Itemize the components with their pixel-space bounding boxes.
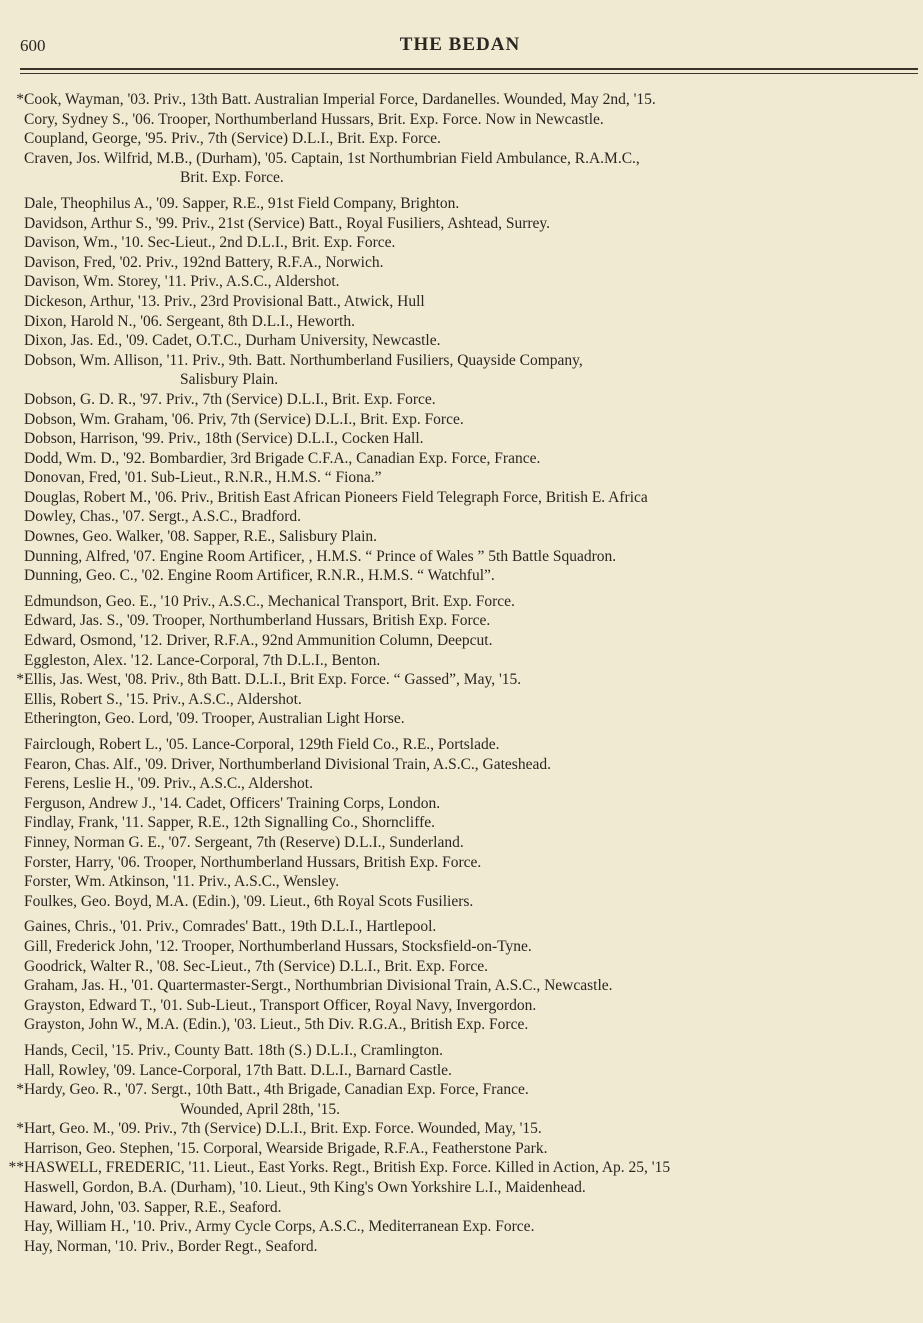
list-entry <box>20 488 923 508</box>
entry-text: Craven, Jos. Wilfrid, M.B., (Durham), '05. Captain, 1st Northumbrian Field Ambulance, R.A.M.C., <box>24 149 640 167</box>
list-entry <box>20 253 923 273</box>
list-entry <box>20 917 923 937</box>
page-number: 600 <box>20 36 46 55</box>
roll-of-service-list <box>8 90 923 1256</box>
entry-text: Davidson, Arthur S., '99. Priv., 21st (Service) Batt., Royal Fusiliers, Ashtead, Surrey. <box>24 214 551 232</box>
entry-text: Ferguson, Andrew J., '14. Cadet, Officers' Training Corps, London. <box>24 794 441 812</box>
entry-text: HASWELL, FREDERIC, '11. Lieut., East Yorks. Regt., British Exp. Force. Killed in Action, Ap. 25, '15 <box>24 1159 671 1177</box>
entry-text: Ferens, Leslie H., '09. Priv., A.S.C., Aldershot. <box>24 775 313 793</box>
list-entry <box>20 312 923 332</box>
list-entry <box>20 149 923 188</box>
casualty-marker: * <box>16 671 24 689</box>
list-entry <box>20 1217 923 1237</box>
entry-text: Gill, Frederick John, '12. Trooper, Northumberland Hussars, Stocksfield-on-Tyne. <box>24 937 532 955</box>
list-entry <box>20 110 923 130</box>
list-entry <box>20 331 923 351</box>
list-entry <box>20 709 923 729</box>
entry-text: Foulkes, Geo. Boyd, M.A. (Edin.), '09. Lieut., 6th Royal Scots Fusiliers. <box>24 892 474 910</box>
entry-continuation: Brit. Exp. Force. <box>180 169 284 187</box>
casualty-marker: ** <box>8 1159 24 1177</box>
list-entry <box>16 1080 923 1119</box>
entry-text: Dickeson, Arthur, '13. Priv., 23rd Provisional Batt., Atwick, Hull <box>24 292 425 310</box>
entry-continuation: Wounded, April 28th, '15. <box>180 1100 340 1118</box>
entry-continuation: Salisbury Plain. <box>180 371 279 389</box>
entry-text: Forster, Harry, '06. Trooper, Northumberland Hussars, British Exp. Force. <box>24 853 482 871</box>
list-entry <box>20 1198 923 1218</box>
entry-text: Coupland, George, '95. Priv., 7th (Service) D.L.I., Brit. Exp. Force. <box>24 130 441 148</box>
entry-text: Goodrick, Walter R., '08. Sec-Lieut., 7th (Service) D.L.I., Brit. Exp. Force. <box>24 957 488 975</box>
entry-text: Ellis, Robert S., '15. Priv., A.S.C., Aldershot. <box>24 690 302 708</box>
entry-text: Cook, Wayman, '03. Priv., 13th Batt. Australian Imperial Force, Dardanelles. Wounded, May 2nd, '15. <box>24 91 656 108</box>
list-entry <box>16 90 923 110</box>
entry-text: Edward, Jas. S., '09. Trooper, Northumberland Hussars, British Exp. Force. <box>24 612 491 630</box>
list-entry <box>20 813 923 833</box>
list-entry <box>20 449 923 469</box>
entry-text: Hay, Norman, '10. Priv., Border Regt., Seaford. <box>24 1237 318 1255</box>
casualty-marker: * <box>16 91 24 108</box>
entry-text: Grayston, Edward T., '01. Sub-Lieut., Transport Officer, Royal Navy, Invergordon. <box>24 996 537 1014</box>
list-entry <box>20 1041 923 1061</box>
entry-text: Davison, Wm. Storey, '11. Priv., A.S.C., Aldershot. <box>24 273 340 291</box>
entry-text: Eggleston, Alex. '12. Lance-Corporal, 7th D.L.I., Benton. <box>24 651 381 669</box>
list-entry <box>20 527 923 547</box>
header-rule-thin <box>20 73 918 74</box>
list-entry <box>20 774 923 794</box>
list-entry <box>20 892 923 912</box>
entry-text: Donovan, Fred, '01. Sub-Lieut., R.N.R., H.M.S. “ Fiona.” <box>24 469 382 487</box>
list-entry <box>20 429 923 449</box>
entry-text: Dunning, Geo. C., '02. Engine Room Artificer, R.N.R., H.M.S. “ Watchful”. <box>24 567 495 585</box>
list-entry <box>20 690 923 710</box>
entry-text: Dobson, Wm. Graham, '06. Priv, 7th (Service) D.L.I., Brit. Exp. Force. <box>24 410 464 428</box>
list-entry <box>20 194 923 214</box>
entry-text: Davison, Wm., '10. Sec-Lieut., 2nd D.L.I., Brit. Exp. Force. <box>24 234 396 252</box>
entry-text: Gaines, Chris., '01. Priv., Comrades' Batt., 19th D.L.I., Hartlepool. <box>24 918 437 936</box>
list-entry <box>20 1178 923 1198</box>
entry-text: Fairclough, Robert L., '05. Lance-Corporal, 129th Field Co., R.E., Portslade. <box>24 736 500 753</box>
entry-text: Dodd, Wm. D., '92. Bombardier, 3rd Brigade C.F.A., Canadian Exp. Force, France. <box>24 449 541 467</box>
entry-text: Douglas, Robert M., '06. Priv., British East African Pioneers Field Telegraph Force, British E. Africa <box>24 488 648 506</box>
casualty-marker: * <box>16 1081 24 1099</box>
list-entry <box>20 1237 923 1257</box>
list-entry <box>20 1139 923 1159</box>
list-entry <box>20 129 923 149</box>
page-header <box>20 30 900 60</box>
list-entry <box>20 468 923 488</box>
list-entry <box>20 794 923 814</box>
list-entry <box>20 976 923 996</box>
list-entry <box>16 1119 923 1139</box>
running-title: THE BEDAN <box>399 34 521 55</box>
entry-text: Haswell, Gordon, B.A. (Durham), '10. Lieut., 9th King's Own Yorkshire L.I., Maidenhead. <box>24 1179 586 1197</box>
entry-text: Hay, William H., '10. Priv., Army Cycle Corps, A.S.C., Mediterranean Exp. Force. <box>24 1218 535 1236</box>
entry-text: Dale, Theophilus A., '09. Sapper, R.E., 91st Field Company, Brighton. <box>24 194 460 212</box>
list-entry <box>20 651 923 671</box>
entry-text: Dobson, G. D. R., '97. Priv., 7th (Service) D.L.I., Brit. Exp. Force. <box>24 390 436 408</box>
list-entry <box>20 592 923 612</box>
list-entry <box>20 611 923 631</box>
entry-text: Ellis, Jas. West, '08. Priv., 8th Batt. D.L.I., Brit Exp. Force. “ Gassed”, May, '15. <box>24 671 522 689</box>
entry-text: Downes, Geo. Walker, '08. Sapper, R.E., Salisbury Plain. <box>24 528 378 546</box>
list-entry <box>20 1015 923 1035</box>
entry-text: Dobson, Harrison, '99. Priv., 18th (Service) D.L.I., Cocken Hall. <box>24 430 424 448</box>
list-entry <box>20 390 923 410</box>
entry-text: Hands, Cecil, '15. Priv., County Batt. 18th (S.) D.L.I., Cramlington. <box>24 1041 443 1059</box>
list-entry <box>20 214 923 234</box>
entry-text: Dunning, Alfred, '07. Engine Room Artificer, , H.M.S. “ Prince of Wales ” 5th Battle Squadron. <box>24 547 617 565</box>
entry-text: Finney, Norman G. E., '07. Sergeant, 7th (Reserve) D.L.I., Sunderland. <box>24 833 464 851</box>
entry-text: Cory, Sydney S., '06. Trooper, Northumberland Hussars, Brit. Exp. Force. Now in Newcastle. <box>24 110 604 128</box>
entry-text: Hart, Geo. M., '09. Priv., 7th (Service) D.L.I., Brit. Exp. Force. Wounded, May, '15. <box>24 1120 542 1138</box>
entry-text: Hardy, Geo. R., '07. Sergt., 10th Batt., 4th Brigade, Canadian Exp. Force, France. <box>24 1081 529 1099</box>
entry-text: Etherington, Geo. Lord, '09. Trooper, Australian Light Horse. <box>24 710 405 728</box>
entry-text: Davison, Fred, '02. Priv., 192nd Battery, R.F.A., Norwich. <box>24 253 384 271</box>
list-entry <box>20 566 923 586</box>
list-entry <box>8 1158 923 1178</box>
list-entry <box>20 507 923 527</box>
entry-text: Edmundson, Geo. E., '10 Priv., A.S.C., Mechanical Transport, Brit. Exp. Force. <box>24 592 515 610</box>
list-entry <box>20 957 923 977</box>
list-entry <box>20 996 923 1016</box>
entry-text: Graham, Jas. H., '01. Quartermaster-Sergt., Northumbrian Divisional Train, A.S.C., Newcastle. <box>24 977 613 995</box>
header-rule-thick <box>20 68 918 70</box>
list-entry <box>20 833 923 853</box>
list-entry <box>20 631 923 651</box>
list-entry <box>20 1061 923 1081</box>
list-entry <box>16 670 923 690</box>
entry-text: Forster, Wm. Atkinson, '11. Priv., A.S.C., Wensley. <box>24 873 340 891</box>
list-entry <box>20 735 923 755</box>
list-entry <box>20 272 923 292</box>
list-entry <box>20 233 923 253</box>
list-entry <box>20 351 923 390</box>
entry-text: Edward, Osmond, '12. Driver, R.F.A., 92nd Ammunition Column, Deepcut. <box>24 632 493 650</box>
list-entry <box>20 937 923 957</box>
entry-text: Dowley, Chas., '07. Sergt., A.S.C., Bradford. <box>24 508 302 526</box>
casualty-marker: * <box>16 1120 24 1138</box>
entry-text: Haward, John, '03. Sapper, R.E., Seaford. <box>24 1198 282 1216</box>
entry-text: Dixon, Harold N., '06. Sergeant, 8th D.L.I., Heworth. <box>24 312 355 330</box>
list-entry <box>20 872 923 892</box>
entry-text: Fearon, Chas. Alf., '09. Driver, Northumberland Divisional Train, A.S.C., Gateshead. <box>24 755 551 773</box>
entry-text: Grayston, John W., M.A. (Edin.), '03. Lieut., 5th Div. R.G.A., British Exp. Force. <box>24 1016 529 1034</box>
entry-text: Findlay, Frank, '11. Sapper, R.E., 12th Signalling Co., Shorncliffe. <box>24 814 436 832</box>
list-entry <box>20 292 923 312</box>
list-entry <box>20 410 923 430</box>
entry-text: Dixon, Jas. Ed., '09. Cadet, O.T.C., Durham University, Newcastle. <box>24 332 441 350</box>
list-entry <box>20 547 923 567</box>
entry-text: Hall, Rowley, '09. Lance-Corporal, 17th Batt. D.L.I., Barnard Castle. <box>24 1061 452 1079</box>
list-entry <box>20 755 923 775</box>
list-entry <box>20 853 923 873</box>
entry-text: Harrison, Geo. Stephen, '15. Corporal, Wearside Brigade, R.F.A., Featherstone Park. <box>24 1139 548 1157</box>
entry-text: Dobson, Wm. Allison, '11. Priv., 9th. Batt. Northumberland Fusiliers, Quayside Company, <box>24 351 583 369</box>
